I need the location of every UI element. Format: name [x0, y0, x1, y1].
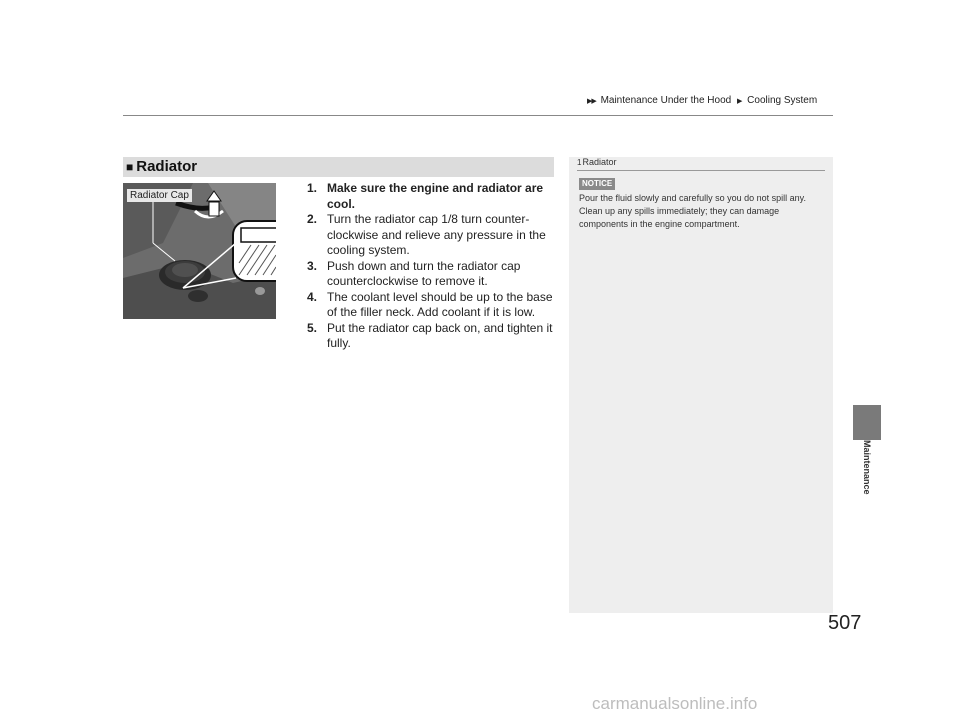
section-title: Radiator — [136, 158, 198, 175]
note-text: Pour the fluid slowly and carefully so you do not spill any. Clean up any spills immediately; they can damage components in the engine compartment. — [579, 193, 806, 229]
arrow-right-icon: ▶ — [736, 98, 743, 105]
note-divider — [577, 170, 825, 171]
note-reference-icon: 1 — [577, 158, 582, 167]
step-1: 1. Make sure the engine and radiator are cool. — [307, 181, 544, 211]
header-divider — [123, 115, 833, 116]
chapter-tab-label[interactable]: Maintenance — [862, 440, 872, 495]
section-square-icon: ■ — [126, 160, 134, 174]
double-arrow-right-icon: ▶▶ — [587, 98, 596, 105]
procedure-steps — [307, 181, 557, 352]
section-header — [123, 157, 554, 177]
watermark[interactable]: carmanualsonline.info — [592, 694, 758, 713]
step-3: 3. Push down and turn the radiator cap counterclockwise to remove it. — [307, 258, 521, 288]
radiator-cap-figure — [123, 183, 276, 319]
notice-badge: NOTICE — [579, 178, 615, 190]
note-title: 1Radiator — [577, 157, 617, 167]
figure-callout-label: Radiator Cap — [127, 189, 192, 202]
side-note — [569, 157, 833, 613]
chapter-tab-marker[interactable] — [853, 405, 881, 440]
page-number: 507 — [828, 612, 862, 634]
breadcrumb — [587, 95, 817, 106]
step-2: 2. Turn the radiator cap 1/8 turn counter-clockwise and relieve any pressure in the cooling system. — [307, 212, 546, 257]
step-4: 4. The coolant level should be up to the base of the filler neck. Add coolant if it is low. — [307, 289, 553, 319]
breadcrumb-parent[interactable]: Maintenance Under the Hood — [600, 95, 732, 106]
breadcrumb-current: Cooling System — [747, 95, 818, 106]
step-5: 5. Put the radiator cap back on, and tighten it fully. — [307, 320, 553, 350]
